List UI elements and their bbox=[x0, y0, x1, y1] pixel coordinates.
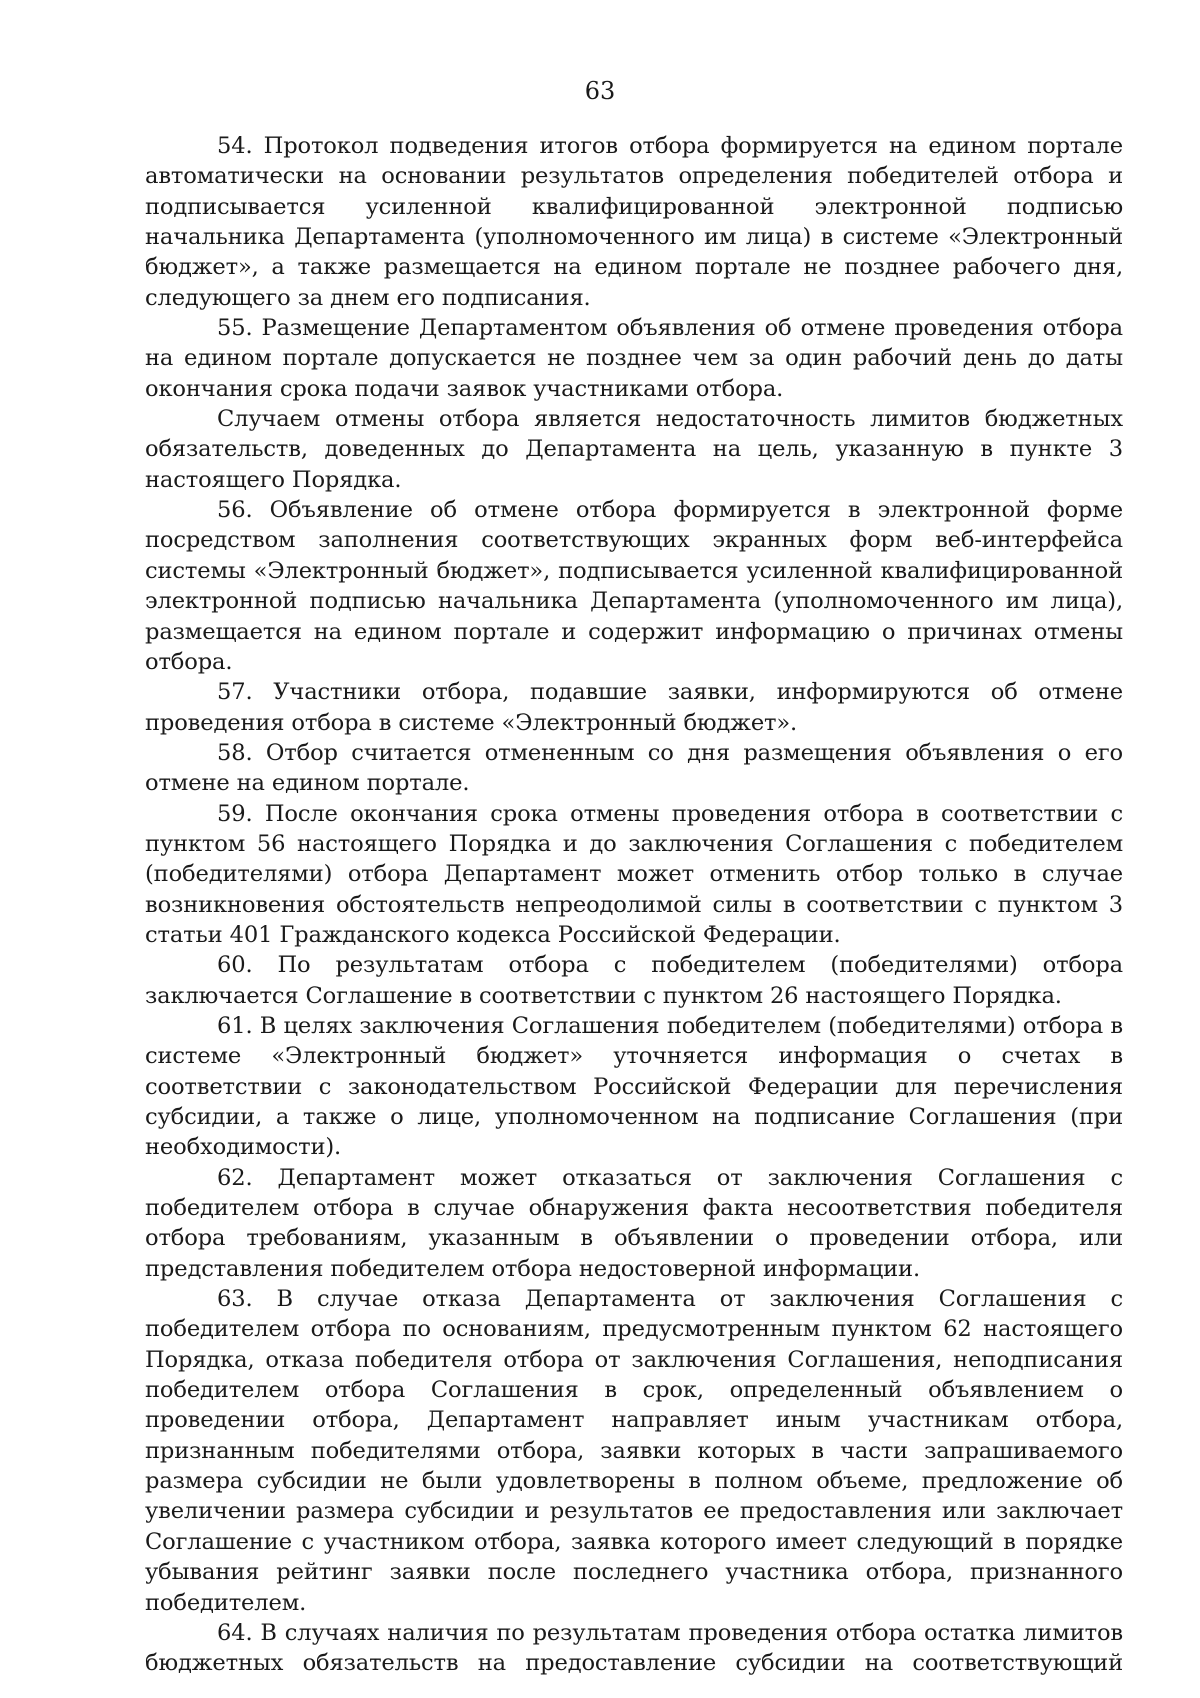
page-number: 63 bbox=[584, 77, 616, 105]
paragraph-59: 59. После окончания срока отмены проведения отбора в соответствии с пунктом 56 настоящего Порядка и до заключения Соглашения с победителем (победителями) отбора Департамент может отменить отбор только в случае возникновения обстоятельств непреодолимой силы в соответствии с пунктом 3 статьи 401 Гражданского кодекса Российской Федерации. bbox=[145, 800, 1123, 948]
paragraph-61: 61. В целях заключения Соглашения победителем (победителями) отбора в системе «Электронный бюджет» уточняется информация о счетах в соответствии с законодательством Российской Федерации для перечисления субсидии, а также о лице, уполномоченном на подписание Соглашения (при необходимости). bbox=[145, 1012, 1123, 1161]
paragraph-56: 56. Объявление об отмене отбора формируется в электронной форме посредством заполнения соответствующих экранных форм веб-интерфейса системы «Электронный бюджет», подписывается усиленной квалифицированной электронной подписью начальника Департамента (уполномоченного им лица), размещается на едином портале и содержит информацию о причинах отмены отбора. bbox=[145, 497, 1123, 675]
paragraph-55-cancellation-case: Случаем отмены отбора является недостаточность лимитов бюджетных обязательств, доведенных до Департамента на цель, указанную в пункте 3 настоящего Порядка. bbox=[145, 406, 1123, 493]
document-body bbox=[145, 131, 1123, 1679]
paragraph-63: 63. В случае отказа Департамента от заключения Соглашения с победителем отбора по основаниям, предусмотренным пунктом 62 настоящего Порядка, отказа победителя отбора от заключения Соглашения, неподписания победителем отбора Соглашения в срок, определенный объявлением о проведении отбора, Департамент направляет иным участникам отбора, признанным победителями отбора, заявки которых в части запрашиваемого размера субсидии не были удовлетворены в полном объеме, предложение об увеличении размера субсидии и результатов ее предоставления или заключает Соглашение с участником отбора, заявка которого имеет следующий в порядке убывания рейтинг заявки после последнего участника отбора, признанного победителем. bbox=[145, 1286, 1123, 1616]
paragraph-54: 54. Протокол подведения итогов отбора формируется на едином портале автоматически на основании результатов определения победителей отбора и подписывается усиленной квалифицированной электронной подписью начальника Департамента (уполномоченного им лица) в системе «Электронный бюджет», а также размещается на едином портале не позднее рабочего дня, следующего за днем его подписания. bbox=[145, 133, 1123, 311]
paragraph-60: 60. По результатам отбора с победителем (победителями) отбора заключается Соглашение в соответствии с пунктом 26 настоящего Порядка. bbox=[145, 952, 1123, 1009]
paragraph-57: 57. Участники отбора, подавшие заявки, информируются об отмене проведения отбора в системе «Электронный бюджет». bbox=[145, 679, 1123, 736]
paragraph-64: 64. В случаях наличия по результатам проведения отбора остатка лимитов бюджетных обязательств на предоставление субсидии на соответствующий bbox=[145, 1619, 1123, 1677]
paragraph-58: 58. Отбор считается отмененным со дня размещения объявления о его отмене на едином портале. bbox=[145, 739, 1123, 797]
paragraph-55: 55. Размещение Департаментом объявления об отмене проведения отбора на едином портале допускается не позднее чем за один рабочий день до даты окончания срока подачи заявок участниками отбора. bbox=[145, 315, 1123, 402]
paragraph-62: 62. Департамент может отказаться от заключения Соглашения с победителем отбора в случае обнаружения факта несоответствия победителя отбора требованиям, указанным в объявлении о проведении отбора, или представления победителем отбора недостоверной информации. bbox=[145, 1164, 1123, 1282]
